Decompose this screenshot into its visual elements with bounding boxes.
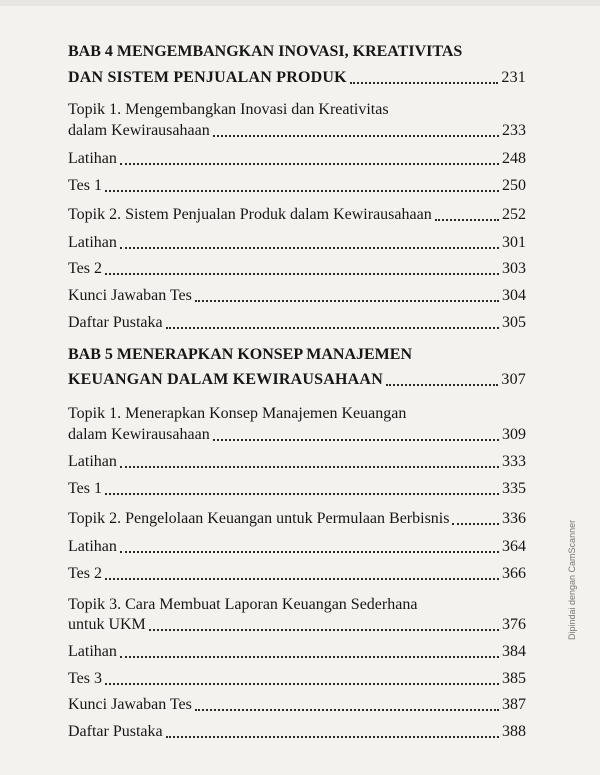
entry-page: 233 [502, 122, 526, 139]
entry-page: 250 [502, 177, 526, 194]
toc-entry[interactable] [68, 282, 526, 306]
dot-leader [195, 299, 499, 302]
entry-page: 333 [502, 453, 526, 470]
entry-label: Tes 1 [68, 177, 102, 194]
toc-entry[interactable] [68, 691, 526, 715]
entry-label: dalam Kewirausahaan [68, 426, 210, 443]
dot-leader [120, 655, 499, 658]
dot-leader [149, 628, 499, 631]
dot-leader [213, 134, 499, 137]
dot-leader [213, 438, 499, 441]
entry-page: 387 [502, 696, 526, 713]
dot-leader [105, 272, 499, 275]
entry-label: untuk UKM [68, 616, 146, 633]
toc-entry[interactable] [68, 421, 526, 445]
entry-page: 336 [502, 510, 526, 527]
entry-page: 364 [502, 538, 526, 555]
entry-label: Kunci Jawaban Tes [68, 287, 192, 304]
dot-leader [120, 162, 499, 165]
entry-page: 376 [502, 616, 526, 633]
entry-label: Topik 2. Sistem Penjualan Produk dalam Kewirausahaan [68, 206, 432, 223]
bab5-title-line2: KEUANGAN DALAM KEWIRAUSAHAAN [68, 371, 383, 388]
entry-label: dalam Kewirausahaan [68, 122, 210, 139]
entry-page: 385 [502, 670, 526, 687]
bab4-topik1-line1: Topik 1. Mengembangkan Inovasi dan Kreativitas [68, 101, 389, 118]
entry-label: Latihan [68, 643, 117, 660]
bab5-title-row[interactable] [68, 366, 526, 390]
entry-label: Daftar Pustaka [68, 314, 163, 331]
entry-label: Daftar Pustaka [68, 723, 163, 740]
entry-label: Tes 2 [68, 565, 102, 582]
entry-page: 301 [502, 234, 526, 251]
bab4-title-line1: BAB 4 MENGEMBANGKAN INOVASI, KREATIVITAS [68, 43, 463, 60]
entry-page: 388 [502, 723, 526, 740]
toc-entry[interactable] [68, 117, 526, 141]
toc-entry[interactable] [68, 638, 526, 662]
dot-leader [120, 246, 499, 249]
entry-label: Tes 2 [68, 260, 102, 277]
dot-leader [435, 218, 499, 221]
toc-entry[interactable] [68, 309, 526, 333]
dot-leader [166, 735, 499, 738]
dot-leader [120, 465, 499, 468]
dot-leader [105, 492, 499, 495]
entry-label: Latihan [68, 538, 117, 555]
toc-entry[interactable] [68, 505, 526, 529]
entry-label: Tes 1 [68, 480, 102, 497]
dot-leader [350, 81, 499, 84]
toc-entry[interactable] [68, 533, 526, 557]
toc-entry[interactable] [68, 201, 526, 225]
toc-entry[interactable] [68, 229, 526, 253]
page-top-edge [0, 0, 600, 6]
entry-page: 309 [502, 426, 526, 443]
bab4-page: 231 [501, 69, 526, 86]
toc-entry[interactable] [68, 172, 526, 196]
entry-label: Kunci Jawaban Tes [68, 696, 192, 713]
entry-label: Tes 3 [68, 670, 102, 687]
dot-leader [195, 708, 499, 711]
scanner-watermark: Dipindai dengan CamScanner [567, 519, 577, 640]
toc-entry[interactable] [68, 145, 526, 169]
dot-leader [452, 522, 499, 525]
toc-entry[interactable] [68, 560, 526, 584]
entry-page: 335 [502, 480, 526, 497]
entry-label: Latihan [68, 150, 117, 167]
entry-page: 305 [502, 314, 526, 331]
entry-page: 252 [502, 206, 526, 223]
entry-label: Topik 2. Pengelolaan Keuangan untuk Permulaan Berbisnis [68, 510, 450, 527]
entry-page: 384 [502, 643, 526, 660]
dot-leader [105, 682, 499, 685]
entry-label: Latihan [68, 453, 117, 470]
toc-entry[interactable] [68, 255, 526, 279]
bab5-topik1-line1: Topik 1. Menerapkan Konsep Manajemen Keuangan [68, 405, 407, 422]
dot-leader [166, 326, 499, 329]
entry-page: 366 [502, 565, 526, 582]
bab4-title-line2: DAN SISTEM PENJUALAN PRODUK [68, 69, 347, 86]
bab5-topik3-line1: Topik 3. Cara Membuat Laporan Keuangan Sederhana [68, 596, 418, 613]
dot-leader [386, 383, 498, 386]
entry-label: Latihan [68, 234, 117, 251]
bab5-page: 307 [501, 371, 526, 388]
entry-page: 303 [502, 260, 526, 277]
bab4-title-row[interactable] [68, 64, 526, 88]
dot-leader [105, 577, 499, 580]
toc-entry[interactable] [68, 665, 526, 689]
entry-page: 248 [502, 150, 526, 167]
entry-page: 304 [502, 287, 526, 304]
toc-entry[interactable] [68, 611, 526, 635]
toc-entry[interactable] [68, 475, 526, 499]
dot-leader [105, 189, 499, 192]
dot-leader [120, 550, 499, 553]
bab5-title-line1: BAB 5 MENERAPKAN KONSEP MANAJEMEN [68, 346, 413, 363]
toc-entry[interactable] [68, 718, 526, 742]
toc-entry[interactable] [68, 448, 526, 472]
